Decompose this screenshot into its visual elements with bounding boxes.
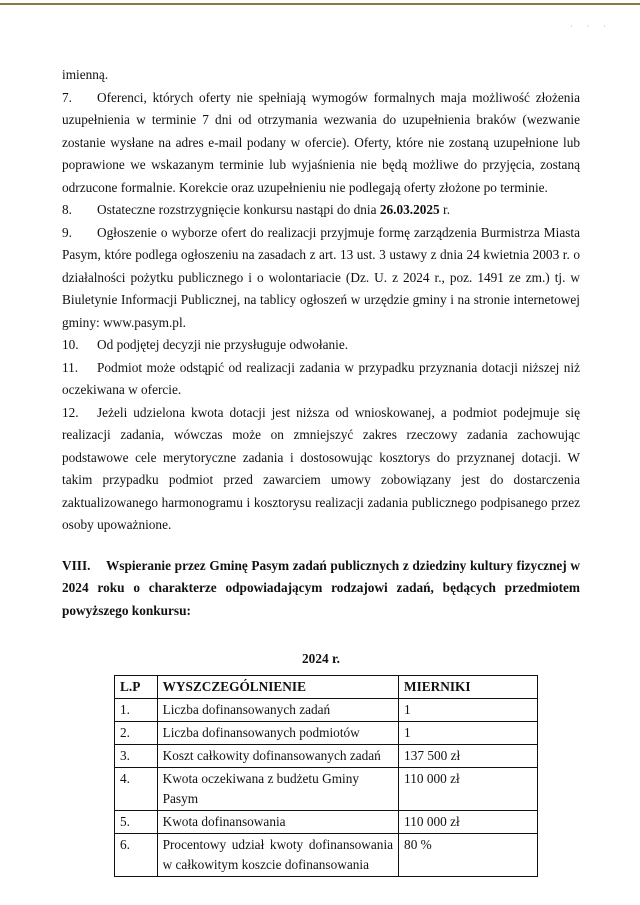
- cell-description: Koszt całkowity dofinansowanych zadań: [157, 744, 398, 767]
- table-row: [115, 721, 538, 744]
- table-row: [115, 810, 538, 833]
- cell-lp: 4.: [115, 767, 158, 810]
- cell-description: Kwota oczekiwana z budżetu Gminy Pasym: [157, 767, 398, 810]
- item-number: 12.: [62, 404, 79, 420]
- cell-description: Procentowy udział kwoty dofinansowania w całkowitym koszcie dofinansowania: [157, 833, 398, 876]
- cell-measure: 1: [399, 721, 538, 744]
- table-row: [115, 833, 538, 876]
- cell-lp: 1.: [115, 698, 158, 721]
- table-title: 2024 r.: [302, 651, 340, 666]
- list-item-11: [62, 357, 580, 402]
- section-number: VIII.: [62, 557, 91, 573]
- item-number: 10.: [62, 337, 79, 352]
- cell-measure: 137 500 zł: [399, 744, 538, 767]
- item-number: 11.: [62, 359, 79, 375]
- table-header-row: [115, 675, 538, 698]
- cell-description: Liczba dofinansowanych zadań: [157, 698, 398, 721]
- item-number: 8.: [62, 202, 72, 217]
- cell-description: Liczba dofinansowanych podmiotów: [157, 721, 398, 744]
- indicators-table: [114, 675, 538, 877]
- item-number: 7.: [62, 89, 72, 105]
- scan-artifact: · · ·: [570, 22, 612, 31]
- list-item-8: [62, 199, 580, 222]
- header-lp: L.P: [115, 675, 158, 698]
- item-text-end: r.: [439, 202, 451, 217]
- item-text: Oferenci, których oferty nie spełniają wymogów formalnych maja możliwość złożenia uzupełnienia w terminie 7 dni od otrzymania wezwania do uzupełnienia braków (wezwanie zostanie wysłane na adres e-mail podany w ofercie). Oferty, które nie zostaną uzupełnione lub poprawione we wskazanym terminie lub wyjaśnienia nie będą możliwe do przyjęcia, zostaną odrzucone formalnie. Korekcie oraz uzupełnieniu nie podlegają oferty złożone po terminie.: [62, 89, 580, 195]
- cell-lp: 6.: [115, 833, 158, 876]
- table-row: [115, 744, 538, 767]
- cell-measure: 1: [399, 698, 538, 721]
- cell-lp: 2.: [115, 721, 158, 744]
- item-text: Ostateczne rozstrzygnięcie konkursu nastąpi do dnia: [97, 202, 380, 217]
- section-title: Wspieranie przez Gminę Pasym zadań publicznych z dziedziny kultury fizycznej w 2024 roku o charakterze odpowiadającym rodzajowi zadań, będących przedmiotem powyższego konkursu:: [62, 557, 580, 618]
- item-text: Podmiot może odstąpić od realizacji zadania w przypadku przyznania dotacji niższej niż oczekiwana w ofercie.: [62, 359, 580, 397]
- document-body: [62, 64, 580, 877]
- header-measures: MIERNIKI: [399, 675, 538, 698]
- cell-measure: 110 000 zł: [399, 810, 538, 833]
- cell-lp: 5.: [115, 810, 158, 833]
- list-item-9: [62, 222, 580, 335]
- deadline-date: 26.03.2025: [379, 202, 440, 217]
- list-item-10: [62, 334, 580, 357]
- item-text: Od podjętej decyzji nie przysługuje odwołanie.: [97, 337, 349, 352]
- cell-measure: 80 %: [399, 833, 538, 876]
- intro-fragment: imienną.: [62, 67, 109, 82]
- table-row: [115, 698, 538, 721]
- section-heading: [62, 555, 580, 623]
- table-row: [115, 767, 538, 810]
- item-number: 9.: [62, 224, 72, 240]
- item-text: Jeżeli udzielona kwota dotacji jest niższa od wnioskowanej, a podmiot podejmuje się realizacji zadania, wówczas może on zmniejszyć zakres rzeczowy zadania zachowując podstawowe cele merytoryczne zadania i dostosowując kosztorys do przyznanej dotacji. W takim przypadku podmiot przed zawarciem umowy zobowiązany jest do dostarczenia zaktualizowanego harmonogramu i kosztorysu realizacji zadania publicznego podpisanego przez osoby upoważnione.: [62, 404, 580, 532]
- list-item-12: [62, 402, 580, 537]
- header-description: WYSZCZEGÓLNIENIE: [157, 675, 398, 698]
- item-text: Ogłoszenie o wyborze ofert do realizacji przyjmuje formę zarządzenia Burmistrza Miasta Pasym, które podlega ogłoszeniu na zasadach z art. 13 ust. 3 ustawy z dnia 24 kwietnia 2003 r. o działalności pożytku publicznego i o wolontariacie (Dz. U. z 2024 r., poz. 1491 ze zm.) tj. w Biuletynie Informacji Publicznej, na tablicy ogłoszeń w urzędzie gminy i na stronie internetowej gminy: www.pasym.pl.: [62, 224, 580, 330]
- list-item-7: [62, 87, 580, 200]
- cell-lp: 3.: [115, 744, 158, 767]
- cell-description: Kwota dofinansowania: [157, 810, 398, 833]
- top-border-line: [0, 3, 640, 5]
- cell-measure: 110 000 zł: [399, 767, 538, 810]
